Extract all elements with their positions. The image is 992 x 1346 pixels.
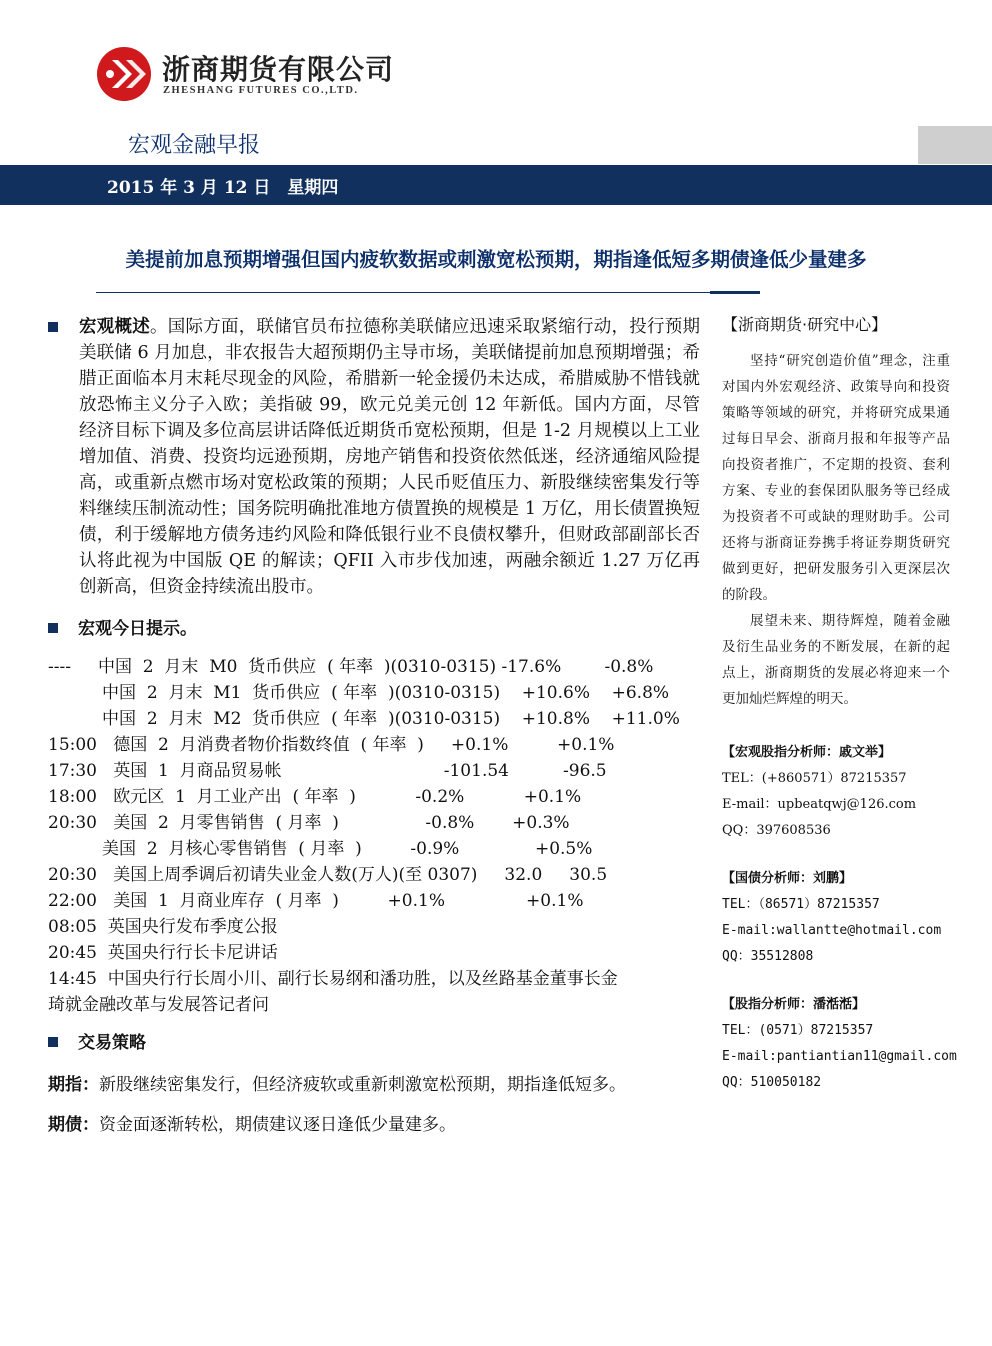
event-row: 20:30 美国 2 月零售销售 ( 月率 ) -0.8% +0.3% <box>48 813 570 833</box>
analyst-email: E-mail：upbeatqwj@126.com <box>722 797 917 812</box>
analyst-qq: QQ：397608536 <box>722 823 831 838</box>
overview-section <box>48 314 700 600</box>
strategy-label: 期指： <box>48 1075 99 1095</box>
event-row: 美国 2 月核心零售销售 ( 月率 ) -0.9% +0.5% <box>48 839 593 859</box>
headline: 美提前加息预期增强但国内疲软数据或刺激宽松预期，期指逢低短多期债逢低少量建多 <box>125 248 867 271</box>
sidebar <box>722 312 957 1096</box>
event-row: 14:45 中国央行行长周小川、副行长易纲和潘功胜，以及丝路基金董事长金 <box>48 969 618 989</box>
event-row: 20:30 美国上周季调后初请失业金人数(万人)(至 0307) 32.0 30.5 <box>48 865 608 885</box>
event-row: ---- 中国 2 月末 M0 货币供应 ( 年率 )(0310-0315) -17.6% -0.8% <box>48 657 654 677</box>
company-logo-icon <box>96 46 152 102</box>
company-name-cn: 浙商期货有限公司 <box>162 53 395 86</box>
square-bullet-icon <box>48 623 58 633</box>
analyst-qq: QQ：510050182 <box>722 1075 822 1090</box>
org-intro: 坚持“研究创造价值”理念，注重对国内外宏观经济、政策导向和投资策略等领域的研究，并将研究成果通过每日早会、浙商月报和年报等产品向投资者推广，不定期的投资、套利方案、专业的套保团队服务等已经成为投资者不可或缺的理财助手。公司还将与浙商证券携手将证券期货研究做到更好，把研发服务引入更深层次的阶段。 <box>722 353 950 603</box>
today-events <box>48 654 700 1018</box>
analyst-card <box>722 992 957 1096</box>
analyst-name: 【宏观股指分析师：戚文举】 <box>722 745 892 760</box>
analyst-qq: QQ：35512808 <box>722 949 814 964</box>
overview-lead: 宏观概述 <box>79 317 150 337</box>
overview-text: 。国际方面，联储官员布拉德称美联储应迅速采取紧缩行动，投行预期美联储 6 月加息，非农报告大超预期仍主导市场，美联储提前加息预期增强；希腊正面临本月末耗尽现金的风险，希腊新一轮金援仍未达成，希腊威胁不惜钱就放恐怖主义分子入欧；美指破 99，欧元兑美元创 12 年新低。国内方面，尽管经济目标下调及多位高层讲话降低近期货币宽松预期，但是 1-2 月规模以上工业增加值、消费、投资均远逊预期，房地产销售和投资依然低迷，经济通缩风险提高，或重新点燃市场对宽松政策的预期；人民币贬值压力、新股继续密集发行等料继续压制流动性；国务院明确批准地方债置换的规模是 1 万亿，用长债置换短债，利于缓解地方债务违约风险和降低银行业不良债权攀升，但财政部副部长否认将此视为中国版 QE 的解读；QFII 入市步伐加速，两融余额近 1.27 万亿再创新高，但资金持续流出股市。 <box>79 317 700 597</box>
strategy-bond-futures <box>48 1112 700 1138</box>
analyst-card <box>722 866 950 970</box>
strategy-label: 期债： <box>48 1115 99 1135</box>
analyst-email: E-mail:pantiantian11@gmail.com <box>722 1049 957 1064</box>
today-heading: 宏观今日提示。 <box>48 616 700 642</box>
event-row: 08:05 英国央行发布季度公报 <box>48 917 278 937</box>
analyst-name: 【国债分析师：刘鹏】 <box>722 871 853 886</box>
event-row: 15:00 德国 2 月消费者物价指数终值 ( 年率 ) +0.1% +0.1% <box>48 735 615 755</box>
analyst-card <box>722 740 950 844</box>
square-bullet-icon <box>48 1037 58 1047</box>
event-row: 20:45 英国央行行长卡尼讲话 <box>48 943 278 963</box>
analyst-tel: TEL：(+860571）87215357 <box>722 771 907 786</box>
headline-divider <box>96 292 756 293</box>
company-name-en: ZHESHANG FUTURES CO.,LTD. <box>163 85 359 96</box>
analyst-email: E-mail:wallantte@hotmail.com <box>722 923 942 938</box>
strategy-text: 资金面逐渐转松，期债建议逐日逢低少量建多。 <box>99 1115 456 1135</box>
analyst-tel: TEL：(0571）87215357 <box>722 1023 874 1038</box>
analyst-tel: TEL：（86571）87215357 <box>722 897 880 912</box>
report-date: 2015 年 3 月 12 日 星期四 <box>107 178 339 198</box>
event-row: 中国 2 月末 M1 货币供应 ( 年率 )(0310-0315) +10.6% +6.8% <box>48 683 670 703</box>
analyst-name: 【股指分析师：潘湉湉】 <box>722 997 866 1012</box>
org-outlook: 展望未来、期待辉煌，随着金融及衍生品业务的不断发展，在新的起点上，浙商期货的发展必将迎来一个更加灿烂辉煌的明天。 <box>722 613 950 707</box>
headline-divider-accent <box>710 291 760 294</box>
report-name: 宏观金融早报 <box>128 133 261 158</box>
event-row: 18:00 欧元区 1 月工业产出 ( 年率 ) -0.2% +0.1% <box>48 787 582 807</box>
event-row: 17:30 英国 1 月商品贸易帐 -101.54 -96.5 <box>48 761 607 781</box>
event-row: 中国 2 月末 M2 货币供应 ( 年率 )(0310-0315) +10.8% +11.0% <box>48 709 680 729</box>
square-bullet-icon <box>48 322 58 332</box>
main-column <box>48 314 700 1138</box>
overview-paragraph <box>79 314 700 600</box>
org-title: 【浙商期货·研究中心】 <box>722 315 888 334</box>
event-row: 22:00 美国 1 月商业库存 ( 月率 ) +0.1% +0.1% <box>48 891 584 911</box>
event-row: 琦就金融改革与发展答记者问 <box>48 995 269 1015</box>
strategy-heading: 交易策略 <box>48 1030 700 1056</box>
strategy-text: 新股继续密集发行，但经济疲软或重新刺激宽松预期，期指逢低短多。 <box>99 1075 626 1095</box>
header-gray-block <box>918 126 992 164</box>
strategy-index-futures <box>48 1072 700 1098</box>
